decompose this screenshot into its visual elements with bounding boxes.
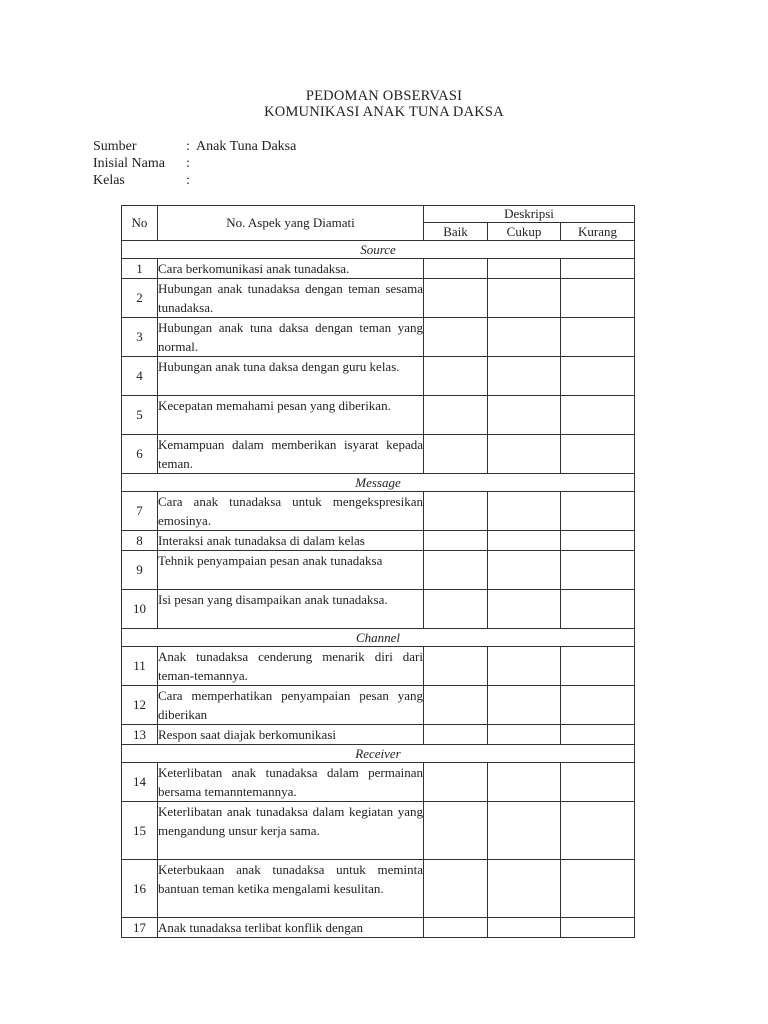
section-row (122, 629, 635, 647)
aspect-text: Respon saat diajak berkomunikasi (158, 725, 424, 745)
aspect-text: Cara berkomunikasi anak tunadaksa. (158, 259, 424, 279)
section-row (122, 745, 635, 763)
table-row (122, 551, 635, 590)
rating-cell-baik[interactable] (424, 279, 488, 318)
info-block (93, 138, 296, 189)
row-number: 8 (122, 531, 158, 551)
rating-cell-baik[interactable] (424, 647, 488, 686)
info-row-kelas (93, 172, 296, 189)
rating-cell-kurang[interactable] (561, 492, 635, 531)
rating-cell-baik[interactable] (424, 725, 488, 745)
aspect-text: Interaksi anak tunadaksa di dalam kelas (158, 531, 424, 551)
rating-cell-kurang[interactable] (561, 531, 635, 551)
section-label: Receiver (122, 745, 635, 763)
row-number: 9 (122, 551, 158, 590)
rating-cell-kurang[interactable] (561, 279, 635, 318)
rating-cell-baik[interactable] (424, 551, 488, 590)
rating-cell-kurang[interactable] (561, 647, 635, 686)
info-separator: : (186, 139, 190, 154)
rating-cell-kurang[interactable] (561, 396, 635, 435)
aspect-text: Kecepatan memahami pesan yang diberikan. (158, 396, 424, 435)
rating-cell-cukup[interactable] (488, 763, 561, 802)
row-number: 10 (122, 590, 158, 629)
row-number: 1 (122, 259, 158, 279)
rating-cell-kurang[interactable] (561, 551, 635, 590)
rating-cell-baik[interactable] (424, 802, 488, 860)
observation-table (121, 205, 635, 938)
table-row (122, 590, 635, 629)
rating-cell-cukup[interactable] (488, 686, 561, 725)
row-number: 16 (122, 860, 158, 918)
table-row (122, 396, 635, 435)
info-row-sumber (93, 138, 296, 155)
table-row (122, 357, 635, 396)
row-number: 17 (122, 918, 158, 938)
table-row (122, 686, 635, 725)
row-number: 14 (122, 763, 158, 802)
aspect-text: Hubungan anak tuna daksa dengan guru kelas. (158, 357, 424, 396)
rating-cell-kurang[interactable] (561, 590, 635, 629)
rating-cell-baik[interactable] (424, 492, 488, 531)
aspect-text: Tehnik penyampaian pesan anak tunadaksa (158, 551, 424, 590)
table-row (122, 435, 635, 474)
rating-cell-cukup[interactable] (488, 918, 561, 938)
aspect-text: Hubungan anak tuna daksa dengan teman yang normal. (158, 318, 424, 357)
rating-cell-cukup[interactable] (488, 802, 561, 860)
aspect-text: Isi pesan yang disampaikan anak tunadaksa. (158, 590, 424, 629)
rating-cell-cukup[interactable] (488, 435, 561, 474)
rating-cell-kurang[interactable] (561, 318, 635, 357)
table-row (122, 259, 635, 279)
rating-cell-cukup[interactable] (488, 259, 561, 279)
table-row (122, 492, 635, 531)
section-row (122, 241, 635, 259)
rating-cell-cukup[interactable] (488, 492, 561, 531)
header-aspek: No. Aspek yang Diamati (158, 206, 424, 241)
info-separator: : (186, 173, 190, 188)
info-label: Kelas (93, 173, 125, 188)
row-number: 15 (122, 802, 158, 860)
rating-cell-kurang[interactable] (561, 763, 635, 802)
rating-cell-baik[interactable] (424, 357, 488, 396)
aspect-text: Anak tunadaksa cenderung menarik diri dari teman-temannya. (158, 647, 424, 686)
aspect-text: Keterbukaan anak tunadaksa untuk meminta bantuan teman ketika mengalami kesulitan. (158, 860, 424, 918)
rating-cell-kurang[interactable] (561, 802, 635, 860)
document-subtitle: KOMUNIKASI ANAK TUNA DAKSA (264, 104, 504, 120)
rating-cell-kurang[interactable] (561, 725, 635, 745)
rating-cell-cukup[interactable] (488, 279, 561, 318)
aspect-text: Hubungan anak tunadaksa dengan teman sesama tunadaksa. (158, 279, 424, 318)
table-row (122, 860, 635, 918)
row-number: 7 (122, 492, 158, 531)
aspect-text: Cara anak tunadaksa untuk mengekspresikan emosinya. (158, 492, 424, 531)
table-row (122, 531, 635, 551)
rating-cell-kurang[interactable] (561, 860, 635, 918)
aspect-text: Keterlibatan anak tunadaksa dalam kegiatan yang mengandung unsur kerja sama. (158, 802, 424, 860)
row-number: 4 (122, 357, 158, 396)
rating-cell-cukup[interactable] (488, 551, 561, 590)
rating-cell-kurang[interactable] (561, 357, 635, 396)
info-value: Anak Tuna Daksa (196, 139, 297, 154)
rating-cell-baik[interactable] (424, 763, 488, 802)
header-cukup: Cukup (488, 223, 561, 241)
document-title: PEDOMAN OBSERVASI (305, 88, 463, 104)
section-row (122, 474, 635, 492)
rating-cell-kurang[interactable] (561, 686, 635, 725)
rating-cell-baik[interactable] (424, 918, 488, 938)
header-baik: Baik (424, 223, 488, 241)
rating-cell-cukup[interactable] (488, 531, 561, 551)
row-number: 2 (122, 279, 158, 318)
rating-cell-cukup[interactable] (488, 357, 561, 396)
row-number: 5 (122, 396, 158, 435)
aspect-text: Anak tunadaksa terlibat konflik dengan (158, 918, 424, 938)
table-row (122, 802, 635, 860)
rating-cell-kurang[interactable] (561, 259, 635, 279)
table-row (122, 918, 635, 938)
rating-cell-baik[interactable] (424, 435, 488, 474)
table-body (122, 241, 635, 938)
rating-cell-cukup[interactable] (488, 396, 561, 435)
header-no: No (122, 206, 158, 241)
rating-cell-cukup[interactable] (488, 647, 561, 686)
rating-cell-kurang[interactable] (561, 435, 635, 474)
rating-cell-baik[interactable] (424, 590, 488, 629)
info-row-inisial-nama (93, 155, 296, 172)
table-row (122, 279, 635, 318)
section-label: Message (122, 474, 635, 492)
table-row (122, 318, 635, 357)
row-number: 6 (122, 435, 158, 474)
info-separator: : (186, 156, 190, 171)
table-row (122, 725, 635, 745)
section-label: Source (122, 241, 635, 259)
rating-cell-baik[interactable] (424, 860, 488, 918)
aspect-text: Cara memperhatikan penyampaian pesan yang diberikan (158, 686, 424, 725)
rating-cell-kurang[interactable] (561, 918, 635, 938)
header-kurang: Kurang (561, 223, 635, 241)
rating-cell-cukup[interactable] (488, 318, 561, 357)
rating-cell-baik[interactable] (424, 396, 488, 435)
table-row (122, 647, 635, 686)
row-number: 11 (122, 647, 158, 686)
rating-cell-cukup[interactable] (488, 725, 561, 745)
row-number: 3 (122, 318, 158, 357)
rating-cell-baik[interactable] (424, 686, 488, 725)
aspect-text: Keterlibatan anak tunadaksa dalam permainan bersama temanntemannya. (158, 763, 424, 802)
aspect-text: Kemampuan dalam memberikan isyarat kepada teman. (158, 435, 424, 474)
info-label: Inisial Nama (93, 156, 165, 171)
rating-cell-baik[interactable] (424, 318, 488, 357)
row-number: 12 (122, 686, 158, 725)
rating-cell-baik[interactable] (424, 531, 488, 551)
rating-cell-cukup[interactable] (488, 590, 561, 629)
rating-cell-baik[interactable] (424, 259, 488, 279)
table-row (122, 763, 635, 802)
section-label: Channel (122, 629, 635, 647)
rating-cell-cukup[interactable] (488, 860, 561, 918)
row-number: 13 (122, 725, 158, 745)
header-deskripsi: Deskripsi (424, 206, 635, 223)
info-label: Sumber (93, 139, 137, 154)
